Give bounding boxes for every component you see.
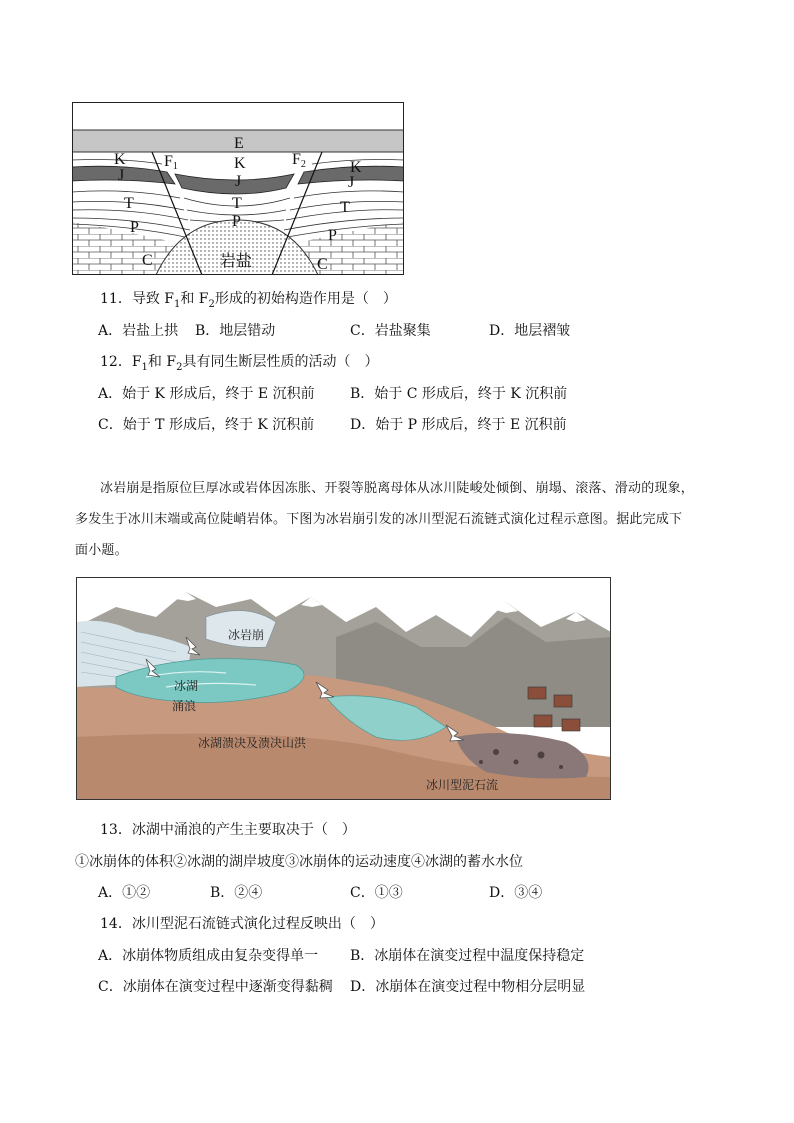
label-J-left: J	[118, 167, 125, 184]
glacier-debris-flow-figure	[76, 577, 611, 800]
question-12-stem: 12．$F_1$和 $F_2$具有同生断层性质的活动（ ）	[100, 354, 379, 373]
label-avalanche: 冰岩崩	[228, 628, 265, 642]
label-lake: 冰湖	[174, 679, 199, 693]
label-C-left: C	[142, 252, 153, 269]
label-J-right: J	[348, 174, 355, 191]
label-P-middle: P	[232, 213, 241, 230]
q13-option-c[interactable]: C．①③	[350, 885, 403, 901]
q14-option-a[interactable]: A．冰崩体物质组成由复杂变得单一	[98, 948, 319, 964]
q11-option-d[interactable]: D．地层褶皱	[489, 323, 571, 339]
label-J-middle: J	[235, 173, 242, 190]
question-13-items: ①冰崩体的体积②冰湖的湖岸坡度③冰崩体的运动速度④冰湖的蓄水水位	[75, 854, 523, 870]
label-K-left: K	[114, 151, 126, 168]
q13-option-a[interactable]: A．①②	[98, 885, 151, 901]
label-K-middle: K	[234, 155, 246, 172]
label-surge: 涌浪	[172, 699, 197, 713]
q11-option-b[interactable]: B．地层错动	[195, 323, 276, 339]
label-T-left: T	[124, 195, 134, 212]
label-E: E	[234, 135, 244, 152]
passage-line-3: 面小题。	[75, 543, 128, 558]
q13-option-d[interactable]: D．③④	[489, 885, 543, 901]
label-K-right: K	[350, 159, 362, 176]
label-T-right: T	[340, 199, 350, 216]
label-P-right: P	[328, 227, 337, 244]
question-14-stem: 14．冰川型泥石流链式演化过程反映出（ ）	[100, 916, 384, 932]
q12-option-b[interactable]: B．始于 C 形成后，终于 K 沉积前	[350, 386, 568, 402]
q13-option-b[interactable]: B．②④	[210, 885, 263, 901]
label-debris-flow: 冰川型泥石流	[426, 778, 499, 792]
label-burst-flood: 冰湖溃决及溃决山洪	[198, 736, 307, 750]
q11-option-c[interactable]: C．岩盐聚集	[350, 323, 431, 339]
passage-line-1: 冰岩崩是指原位巨厚冰或岩体因冻胀、开裂等脱离母体从冰川陡峻处倾倒、崩塌、滚落、滑动的现象，	[100, 481, 695, 496]
q12-option-c[interactable]: C．始于 T 形成后，终于 K 沉积前	[98, 417, 315, 433]
label-F1: F1	[164, 153, 178, 172]
label-salt: 岩盐	[220, 253, 253, 270]
q14-option-d[interactable]: D．冰崩体在演变过程中物相分层明显	[350, 979, 586, 995]
label-P-left: P	[130, 219, 139, 236]
q14-option-c[interactable]: C．冰崩体在演变过程中逐渐变得黏稠	[98, 979, 333, 995]
q11-option-a[interactable]: A．岩盐上拱	[98, 323, 179, 339]
q12-option-d[interactable]: D．始于 P 形成后，终于 E 沉积前	[350, 417, 567, 433]
label-C-right: C	[317, 256, 328, 273]
question-13-stem: 13．冰湖中涌浪的产生主要取决于（ ）	[100, 822, 356, 838]
label-F2: F2	[292, 151, 306, 170]
label-T-middle: T	[232, 195, 242, 212]
question-11-stem: 11．导致 $F_1$和 $F_2$形成的初始构造作用是（ ）	[100, 291, 397, 310]
geologic-section-figure	[72, 102, 404, 275]
q14-option-b[interactable]: B．冰崩体在演变过程中温度保持稳定	[350, 948, 585, 964]
passage-line-2: 多发生于冰川末端或高位陡峭岩体。下图为冰岩崩引发的冰川型泥石流链式演化过程示意图。据此完成下	[75, 512, 683, 527]
q12-option-a[interactable]: A．始于 K 形成后，终于 E 沉积前	[98, 386, 315, 402]
